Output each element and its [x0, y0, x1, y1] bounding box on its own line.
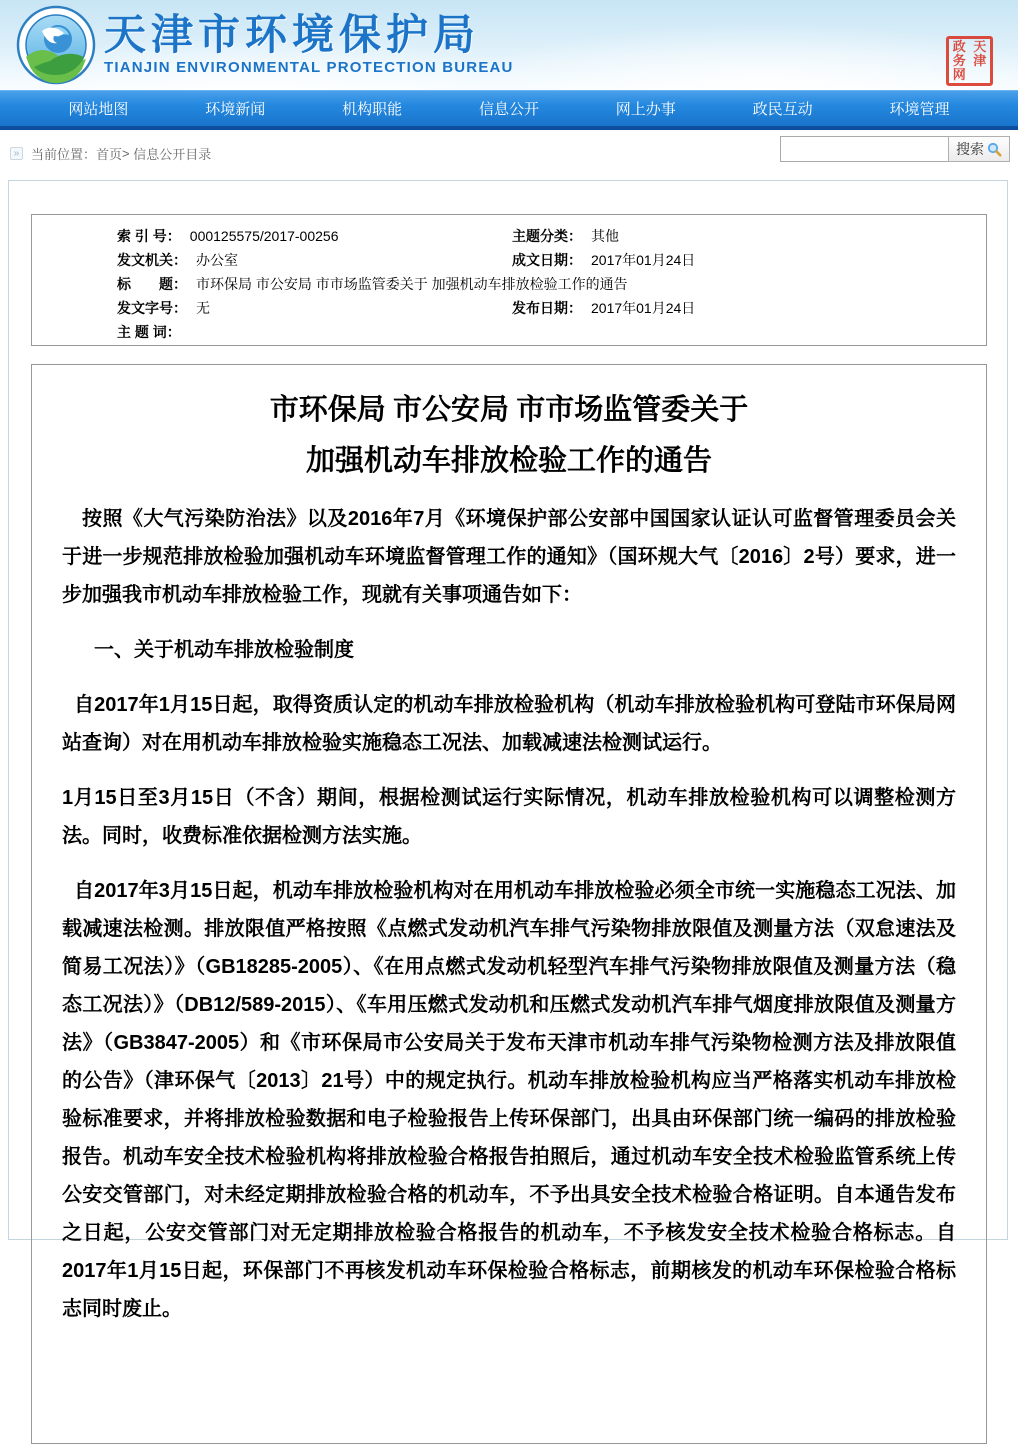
meta-index-label: 索 引 号： [117, 228, 181, 244]
breadcrumb-arrow-icon: » [10, 147, 23, 160]
meta-issuer-label: 发文机关： [117, 252, 187, 268]
search-button-label: 搜索 [956, 141, 984, 157]
search-input[interactable] [780, 136, 948, 162]
nav-item-sitemap[interactable]: 网站地图 [68, 101, 129, 118]
seal-char: 政 [952, 39, 966, 54]
nav-item-online-services[interactable]: 网上办事 [615, 101, 676, 118]
article [31, 364, 987, 1444]
document-meta-table [31, 214, 987, 346]
tianjin-gov-seal-icon[interactable] [946, 36, 993, 86]
meta-row [32, 296, 986, 320]
site-title: 天津市环境保护局 [104, 11, 481, 58]
meta-title-value: 市环保局 市公安局 市市场监管委关于 加强机动车排放检验工作的通告 [196, 276, 628, 292]
meta-issuer-value: 办公室 [196, 252, 238, 268]
meta-title-label: 标 题： [117, 276, 187, 292]
meta-doc-no-label: 发文字号： [117, 300, 187, 316]
breadcrumb [10, 144, 211, 163]
site-search [780, 136, 1010, 162]
site-header [0, 0, 1018, 90]
site-subtitle: TIANJIN ENVIRONMENTAL PROTECTION BUREAU [104, 59, 514, 76]
meta-date-written-label: 成文日期： [512, 252, 582, 268]
epb-logo-icon[interactable] [16, 5, 96, 85]
breadcrumb-home-link[interactable]: 首页 [96, 147, 123, 162]
meta-doc-no-value: 无 [196, 300, 210, 316]
meta-index-value: 000125575/2017-00256 [189, 228, 339, 244]
meta-keywords-label: 主 题 词： [117, 324, 181, 340]
meta-row [32, 224, 986, 248]
breadcrumb-separator: > [122, 146, 130, 161]
meta-row-title [32, 272, 986, 296]
article-paragraph-1: 自2017年1月15日起，取得资质认定的机动车排放检验机构（机动车排放检验机构可登陆市环保局网站查询）对在用机动车排放检验实施稳态工况法、加载减速法检测试运行。 [62, 694, 956, 754]
magnifier-icon [987, 142, 1002, 157]
breadcrumb-row [0, 130, 1018, 174]
article-section1-heading: 一、关于机动车排放检验制度 [94, 639, 354, 661]
seal-char: 网 [952, 67, 966, 82]
meta-category-label: 主题分类： [512, 228, 582, 244]
article-title-line2: 加强机动车排放检验工作的通告 [305, 445, 712, 477]
main-nav [0, 90, 1018, 130]
site-brand [104, 12, 514, 78]
meta-row [32, 248, 986, 272]
search-button[interactable] [948, 136, 1010, 162]
meta-date-published-value: 2017年01月24日 [591, 300, 696, 316]
nav-item-news[interactable]: 环境新闻 [205, 101, 266, 118]
seal-char: 务 [952, 53, 966, 68]
breadcrumb-current: 信息公开目录 [133, 147, 212, 162]
article-paragraph-3: 自2017年3月15日起，机动车排放检验机构对在用机动车排放检验必须全市统一实施稳态工况法、加载减速法检测。排放限值严格按照《点燃式发动机汽车排气污染物排放限值及测量方法（双怠速法及简易工况法）》（GB18285-2005）、《在用点燃式发动机轻型汽车排气污染物排放限值及测量方法（稳态工况法）》（DB12/589-2015）、《车用压燃式发动机和压燃式发动机汽车排气烟度排放限值及测量方法》（GB3847-2005）和《市环保局市公安局关于发布天津市机动车排气污染物检测方法及排放限值的公告》（津环保气〔2013〕21号）中的规定执行。机动车排放检验机构应当严格落实机动车排放检验标准要求，并将排放检验数据和电子检验报告上传环保部门，出具由环保部门统一编码的排放检验报告。机动车安全技术检验机构将排放检验合格报告拍照后，通过机动车安全技术检验监管系统上传公安交管部门，对未经定期排放检验合格的机动车，不予出具安全技术检验合格证明。自本通告发布之日起，公安交管部门对无定期排放检验合格报告的机动车，不予核发安全技术检验合格标志。自2017年1月15日起，环保部门不再核发机动车环保检验合格标志，前期核发的机动车环保检验合格标志同时废止。 [62, 880, 956, 1320]
breadcrumb-prefix: 当前位置： [31, 147, 97, 162]
nav-item-env-management[interactable]: 环境管理 [889, 101, 950, 118]
seal-char: 天 [973, 39, 987, 54]
article-intro: 按照《大气污染防治法》以及2016年7月《环境保护部公安部中国国家认证认可监督管理委员会关于进一步规范排放检验加强机动车环境监督管理工作的通知》（国环规大气〔2016〕2号）要求，进一步加强我市机动车排放检验工作，现就有关事项通告如下： [62, 508, 956, 606]
meta-row-keywords [32, 320, 986, 344]
seal-char: 津 [973, 53, 987, 68]
content-panel [8, 180, 1008, 1320]
meta-date-written-value: 2017年01月24日 [591, 252, 696, 268]
article-title-line1: 市环保局 市公安局 市市场监管委关于 [269, 394, 749, 426]
meta-category-value: 其他 [591, 228, 619, 244]
meta-date-published-label: 发布日期： [512, 300, 582, 316]
nav-item-interaction[interactable]: 政民互动 [752, 101, 813, 118]
nav-item-info-disclosure[interactable]: 信息公开 [478, 101, 539, 118]
article-paragraph-2: 1月15日至3月15日（不含）期间，根据检测试运行实际情况，机动车排放检验机构可以调整检测方法。同时，收费标准依据检测方法实施。 [62, 787, 956, 847]
nav-item-functions[interactable]: 机构职能 [342, 101, 403, 118]
